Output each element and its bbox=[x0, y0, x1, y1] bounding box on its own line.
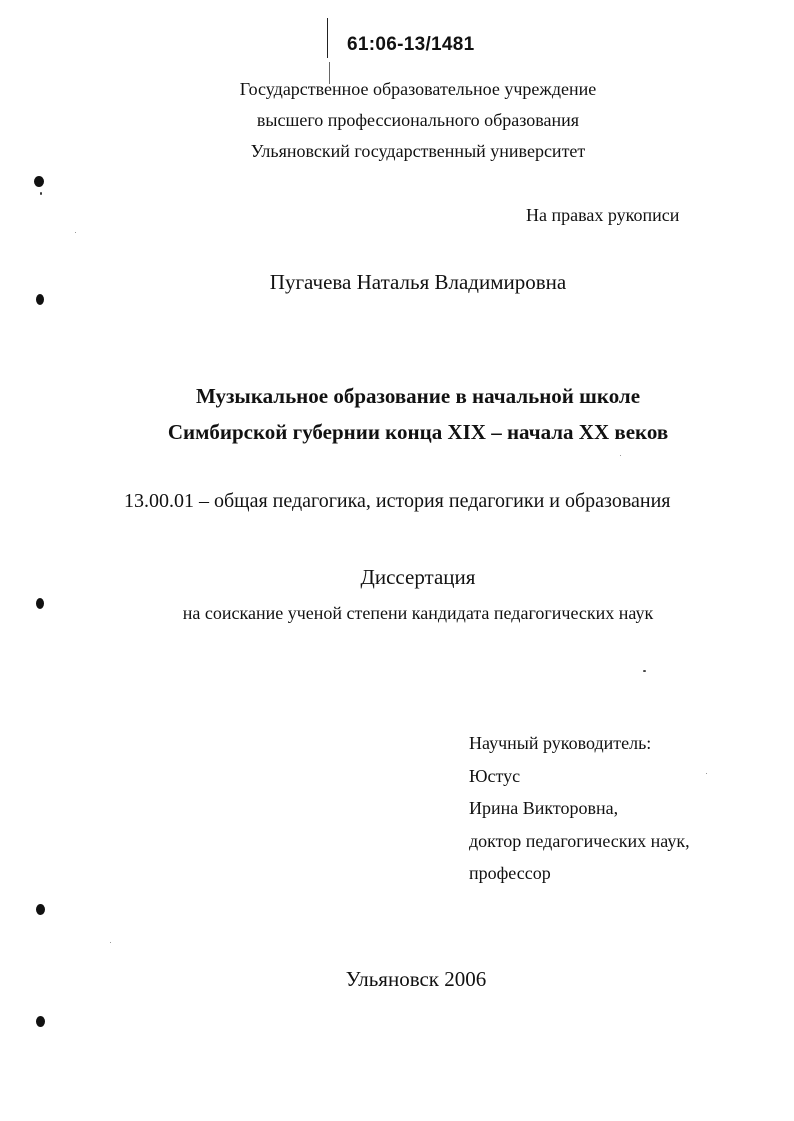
advisor-line: Юстус bbox=[469, 765, 521, 786]
advisor-line: Научный руководитель: bbox=[469, 733, 652, 753]
binding-hole-mark bbox=[34, 176, 44, 187]
scan-speck bbox=[40, 192, 42, 195]
binding-hole-mark bbox=[36, 294, 44, 305]
institution-line: высшего профессионального образования bbox=[256, 110, 580, 130]
advisor-block bbox=[469, 727, 690, 890]
scan-speck bbox=[706, 773, 707, 774]
scan-speck bbox=[620, 455, 621, 456]
scan-speck bbox=[110, 942, 111, 943]
advisor-line: Ирина Викторовна, bbox=[469, 798, 619, 818]
binding-hole-mark bbox=[36, 1016, 45, 1027]
degree-line: на соискание ученой степени кандидата педагогических наук bbox=[182, 603, 654, 623]
institution-line: Ульяновский государственный университет bbox=[250, 141, 586, 161]
work-type: Диссертация bbox=[360, 565, 476, 589]
institution-block bbox=[0, 74, 794, 167]
scan-speck bbox=[643, 670, 646, 672]
binding-hole-mark bbox=[36, 598, 44, 609]
archive-code: 61:06-13/1481 bbox=[347, 34, 475, 55]
dissertation-title bbox=[0, 378, 794, 450]
scan-speck bbox=[75, 232, 76, 233]
city-year: Ульяновск 2006 bbox=[345, 967, 487, 991]
advisor-line: доктор педагогических наук, bbox=[469, 830, 690, 851]
binding-hole-mark bbox=[36, 904, 45, 915]
specialty-code: 13.00.01 – общая педагогика, история педагогики и образования bbox=[124, 490, 671, 512]
institution-line: Государственное образовательное учреждение bbox=[239, 79, 597, 99]
scan-line bbox=[327, 18, 328, 58]
title-line: Симбирской губернии конца XIX – начала XX веков bbox=[167, 420, 669, 444]
title-line: Музыкальное образование в начальной школе bbox=[195, 384, 641, 408]
author-name: Пугачева Наталья Владимировна bbox=[269, 270, 567, 294]
advisor-line: профессор bbox=[469, 863, 551, 883]
rights-note: На правах рукописи bbox=[526, 205, 680, 225]
